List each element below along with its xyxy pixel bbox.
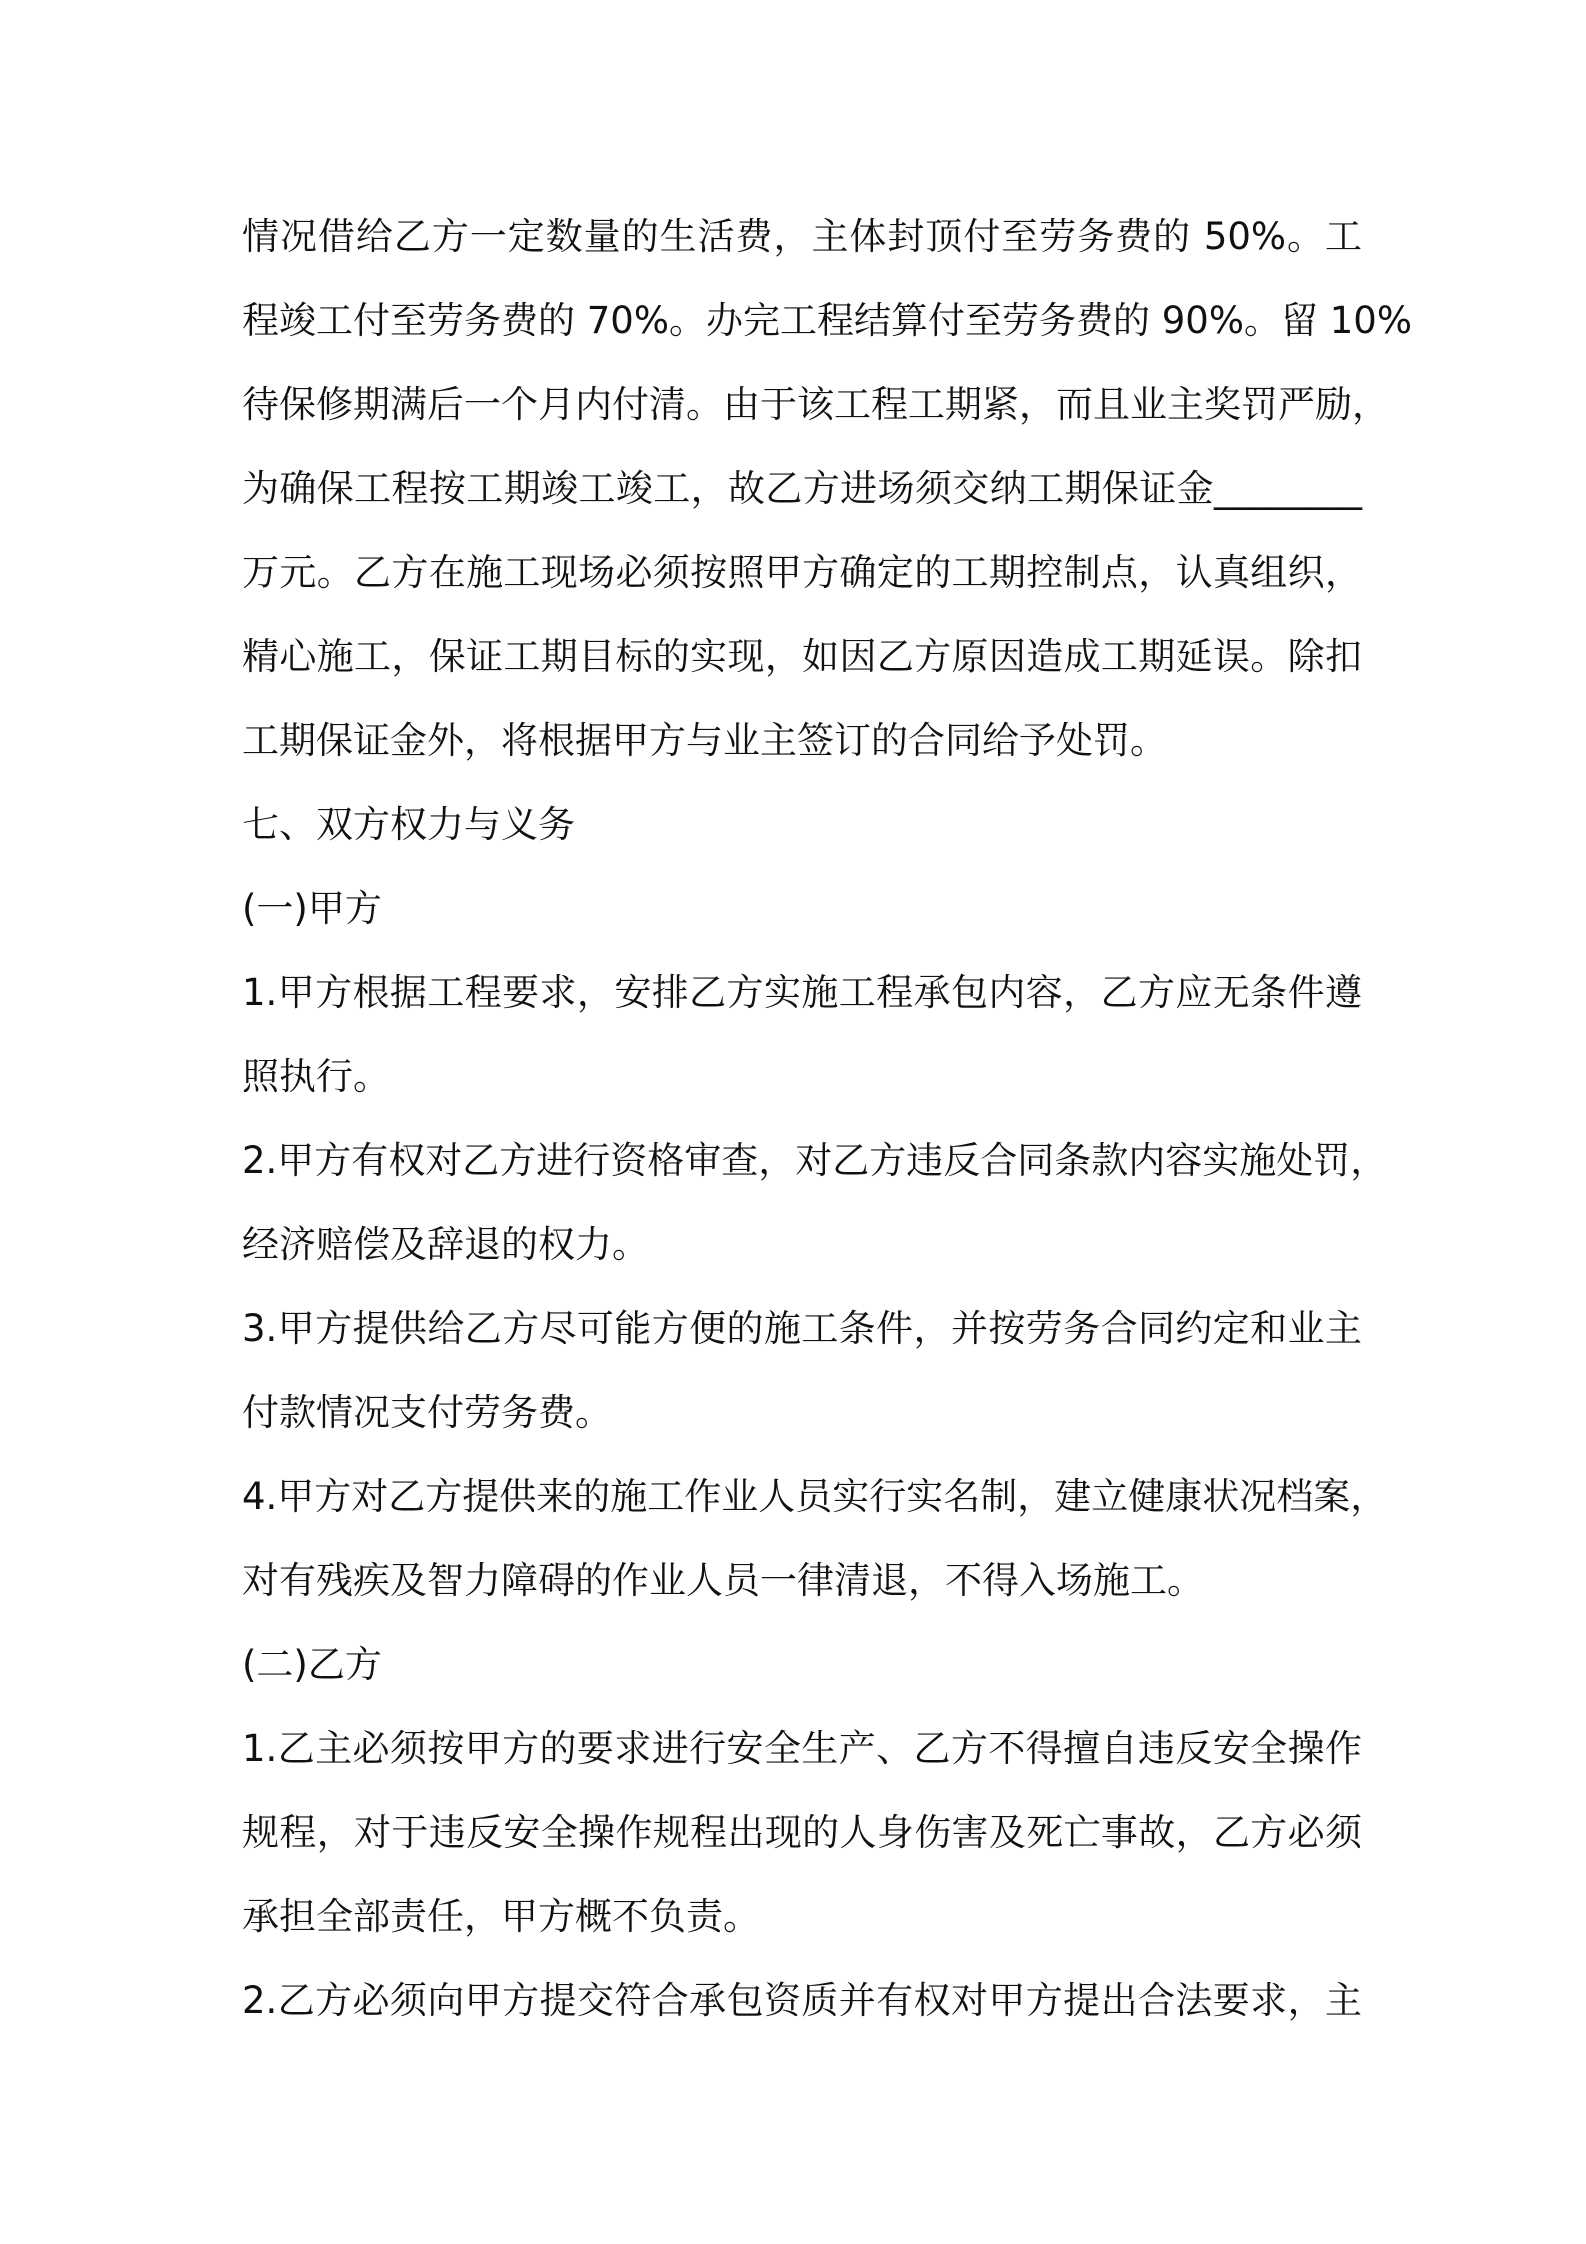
text-line-14: 3.甲方提供给乙方尽可能方便的施工条件，并按劳务合同约定和业主 <box>242 1307 1362 1350</box>
subsection-heading-party-b: (二)乙方 <box>242 1643 382 1686</box>
text-line-13: 经济赔偿及辞退的权力。 <box>242 1223 649 1266</box>
text-line-19: 1.乙主必须按甲方的要求进行安全生产、乙方不得擅自违反安全操作 <box>242 1727 1362 1770</box>
text-line-12: 2.甲方有权对乙方进行资格审查，对乙方违反合同条款内容实施处罚， <box>242 1139 1388 1182</box>
document-body <box>242 195 1412 2043</box>
section-heading-rights-obligations: 七、双方权力与义务 <box>242 803 575 846</box>
subsection-heading-party-a: (一)甲方 <box>242 887 382 930</box>
text-line-22: 2.乙方必须向甲方提交符合承包资质并有权对甲方提出合法要求，主 <box>242 1979 1362 2022</box>
text-line-3: 待保修期满后一个月内付清。由于该工程工期紧，而且业主奖罚严励， <box>242 383 1389 426</box>
text-line-11: 照执行。 <box>242 1055 390 1098</box>
text-line-6: 精心施工，保证工期目标的实现，如因乙方原因造成工期延误。除扣 <box>242 635 1362 678</box>
text-line-10: 1.甲方根据工程要求，安排乙方实施工程承包内容，乙方应无条件遵 <box>242 971 1362 1014</box>
text-line-7: 工期保证金外，将根据甲方与业主签订的合同给予处罚。 <box>242 719 1167 762</box>
text-line-2: 程竣工付至劳务费的 70%。办完工程结算付至劳务费的 90%。留 10% <box>242 299 1412 342</box>
text-line-15: 付款情况支付劳务费。 <box>242 1391 612 1434</box>
text-line-1: 情况借给乙方一定数量的生活费，主体封顶付至劳务费的 50%。工 <box>242 215 1362 258</box>
text-line-16: 4.甲方对乙方提供来的施工作业人员实行实名制，建立健康状况档案， <box>242 1475 1388 1518</box>
text-line-20: 规程，对于违反安全操作规程出现的人身伤害及死亡事故，乙方必须 <box>242 1811 1362 1854</box>
text-line-21: 承担全部责任，甲方概不负责。 <box>242 1895 760 1938</box>
text-line-17: 对有残疾及智力障碍的作业人员一律清退，不得入场施工。 <box>242 1559 1204 1602</box>
text-line-4: 为确保工程按工期竣工竣工，故乙方进场须交纳工期保证金________ <box>242 467 1362 510</box>
text-line-5: 万元。乙方在施工现场必须按照甲方确定的工期控制点，认真组织， <box>242 551 1362 594</box>
